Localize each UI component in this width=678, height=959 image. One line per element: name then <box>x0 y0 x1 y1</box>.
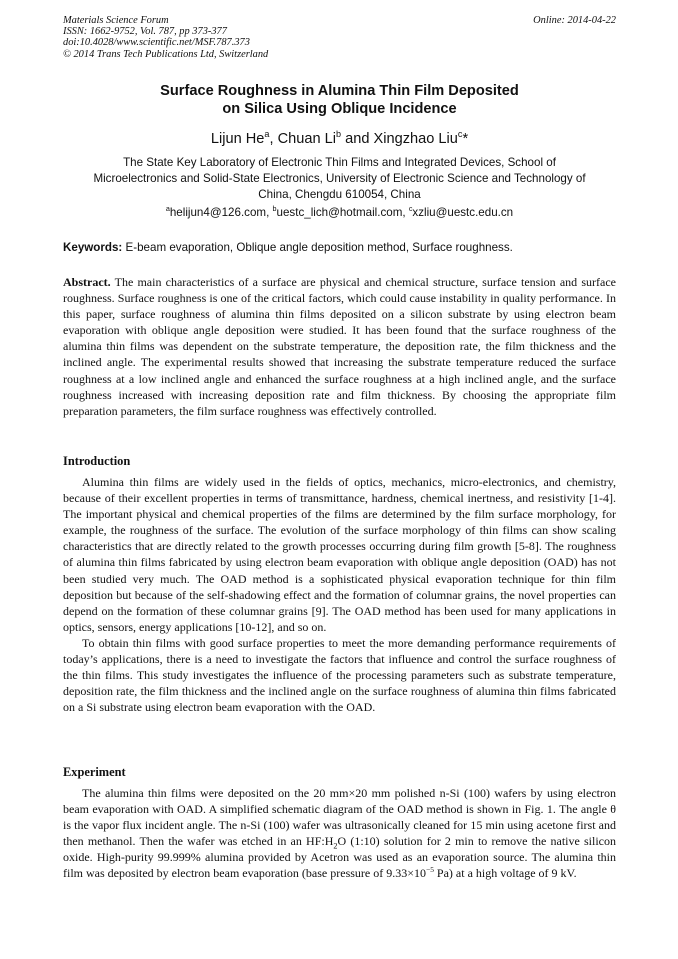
affiliation <box>63 155 616 203</box>
author-name: Xingzhao Liu <box>373 131 458 147</box>
introduction-section <box>63 474 616 715</box>
title-line-2: on Silica Using Oblique Incidence <box>222 101 457 117</box>
author-name: Chuan Li <box>277 131 336 147</box>
keywords-label: Keywords: <box>63 241 123 254</box>
corresponding-mark: * <box>462 131 469 147</box>
online-date: Online: 2014-04-22 <box>533 15 616 26</box>
experiment-text-a: The alumina thin films were deposited on the 20 mm×20 mm polished n-Si (100) wafers by using electron beam evaporation with OAD. A simplified schematic diagram of the OAD method is shown in Fig. 1. The angle θ is the vapor flux incident angle. The n-Si (100) wafer was ultrasonically cleaned for 15 min using acetone first and then methanol. Then the wafer was etched in an HF:H <box>63 786 616 849</box>
author-list <box>63 130 616 148</box>
intro-paragraph-1: Alumina thin films are widely used in the fields of optics, mechanics, micro-electronics, and chemistry, because of their excellent properties in terms of transmittance, hardness, chemical inertness, and resistivity [1-4]. The important physical and chemical properties of the films are determined by the film surface morphology, for example, the roughness of the surface. The evolution of the surface morphology of thin films can show scaling characteristics that are directly related to the growth processes occurring during film growth [5-8]. The roughness of alumina thin films fabricated by using electron beam evaporation with oblique angle deposition (OAD) has not been studied very much. The OAD method is a sophisticated physical evaporation technique for thin film deposition but because of the self-shadowing effect and the formation of columnar grains, the novel properties can depend on the formation of these columnar grains [9]. The OAD method has been used for many applications in optics, sensors, energy applications [10-12], and so on. <box>63 475 616 634</box>
author-mark: b <box>336 129 342 140</box>
issn-line: ISSN: 1662-9752, Vol. 787, pp 373-377 <box>63 26 227 38</box>
keywords <box>63 240 616 256</box>
author-mark: a <box>264 129 270 140</box>
email-link[interactable]: xzliu@uestc.edu.cn <box>412 206 514 219</box>
abstract-text: The main characteristics of a surface are physical and chemical structure, surface tension and surface roughness. Surface roughness is one of the critical factors, which could cause instability in quality performance. In this paper, surface roughness of alumina thin films deposited on a silicon substrate by using electron beam evaporation with oblique angle deposition were studied. It has been found that the surface roughness of the alumina thin films was dependent on the substrate temperature, the deposition rate, the film thickness and the inclined angle. The experimental results showed that increasing the substrate temperature reduced the surface roughness at a low inclined angle and enhanced the surface roughness at a high inclined angle, and the surface roughness increased with increasing deposition rate and film thickness. By choosing the appropriate film preparation parameters, the film surface roughness was effectively controlled. <box>63 275 616 418</box>
email-mark: a <box>165 204 170 214</box>
email-mark: c <box>408 204 413 214</box>
intro-paragraph-2: To obtain thin films with good surface properties to meet the more demanding performance requirements of today’s applications, there is a need to investigate the factors that influence and control the surface roughness of the thin films. This study investigates the influence of the processing parameters such as substrate temperature, deposition rate, the film thickness and the inclined angle on the surface roughness of alumina thin films fabricated on a Si substrate using electron beam evaporation with the OAD. <box>63 635 616 715</box>
author-name: Lijun He <box>210 131 265 147</box>
journal-header <box>63 15 616 60</box>
section-heading-experiment: Experiment <box>63 765 126 779</box>
title-line-1: Surface Roughness in Alumina Thin Film Deposited <box>160 83 519 99</box>
affiliation-line-1: The State Key Laboratory of Electronic Thin Films and Integrated Devices, School of <box>123 156 556 169</box>
doi-line: doi:10.4028/www.scientific.net/MSF.787.373 <box>63 37 250 49</box>
email-separator: , <box>266 206 273 219</box>
abstract-label: Abstract. <box>63 275 111 289</box>
experiment-paragraph-1 <box>63 785 616 882</box>
affiliation-line-3: China, Chengdu 610054, China <box>258 188 421 201</box>
formula-subscript: 2 <box>333 841 338 851</box>
section-heading-introduction: Introduction <box>63 454 131 468</box>
affiliation-line-2: Microelectronics and Solid-State Electronics, University of Electronic Science and Technology of <box>93 172 586 185</box>
email-link[interactable]: helijun4@126.com <box>169 206 267 219</box>
email-mark: b <box>272 204 277 214</box>
journal-name: Materials Science Forum <box>63 15 169 26</box>
email-list <box>63 205 616 221</box>
author-mark: c <box>457 129 463 140</box>
keywords-text: E-beam evaporation, Oblique angle deposition method, Surface roughness. <box>122 241 513 254</box>
experiment-text-b: O (1:10) solution for 2 min to remove the native silicon oxide. High-purity 99.999% alumina provided by Acetron was used as an evaporation source. The alumina thin film was deposited by electron beam evaporation (base pressure of 9.33×10 <box>63 834 616 881</box>
abstract <box>63 274 616 419</box>
paper-title <box>63 82 616 118</box>
copyright-line: © 2014 Trans Tech Publications Ltd, Switzerland <box>63 48 269 60</box>
author-separator: and <box>341 131 374 147</box>
email-separator: , <box>402 206 409 219</box>
experiment-section <box>63 785 616 882</box>
exponent-superscript: −5 <box>426 865 434 875</box>
experiment-text-c: Pa) at a high voltage of 9 kV. <box>433 866 577 881</box>
author-separator: , <box>269 131 278 147</box>
email-link[interactable]: uestc_lich@hotmail.com <box>276 206 403 219</box>
